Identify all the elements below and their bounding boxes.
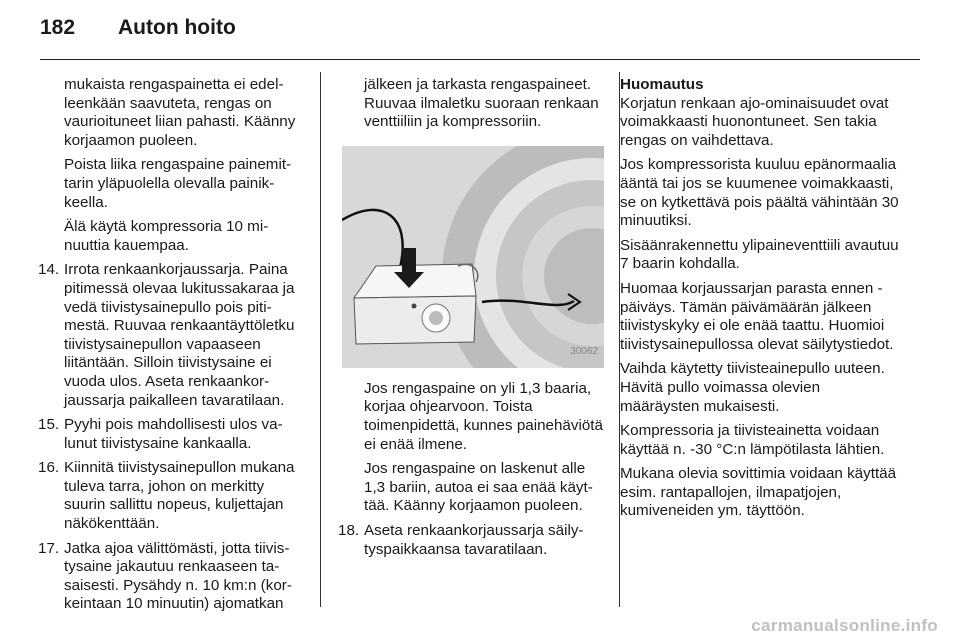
note-title: Huomautus [620, 76, 704, 93]
list-item-text: Pyyhi pois mahdollisesti ulos valunut tiivistysaine kankaalla. [64, 416, 283, 452]
paragraph: Sisäänrakennettu ylipaineventtiili avautuu 7 baarin kohdalla. [620, 236, 899, 273]
paragraph: Jos kompressorista kuuluu epänormaalia ääntä tai jos se kuumenee voimakkaasti, se on kytkettävä pois päältä vähintään 30 minuutiksi. [620, 156, 899, 230]
column-3 [620, 76, 902, 527]
paragraph: Älä käytä kompressoria 10 minuuttia kauempaa. [64, 218, 269, 254]
list-item-number: 14. [38, 261, 60, 279]
list-item-number: 17. [38, 539, 60, 557]
column-divider-1 [320, 72, 321, 607]
note-block [620, 76, 902, 150]
compressor-drawing [342, 146, 604, 368]
list-item [38, 459, 304, 533]
page-title: Auton hoito [118, 16, 236, 39]
column-1 [38, 76, 304, 620]
column-2 [338, 76, 608, 565]
list-item-number: 18. [338, 521, 360, 539]
watermark: carmanualsonline.info [751, 616, 938, 635]
list-item [38, 540, 304, 614]
list-item-text: Jatka ajoa välittömästi, jotta tiivistysaine jakautuu renkaaseen tasaisesti. Pysähdy n. 10 km:n (korkeintaan 10 minuutin) ajomatkan [64, 539, 292, 613]
page-number: 182 [40, 16, 76, 39]
paragraph: Jos rengaspaine on yli 1,3 baaria, korjaa ohjearvoon. Toista toimenpidettä, kunnes painehäviötä ei enää ilmene. [364, 379, 603, 453]
paragraph: Vaihda käytetty tiivisteainepullo uuteen. Hävitä pullo voimassa olevien määräysten mukaisesti. [620, 360, 885, 415]
compressor-illustration [342, 146, 604, 368]
list-item [38, 416, 304, 453]
note-text: Korjatun renkaan ajo-ominaisuudet ovat voimakkaasti huonontuneet. Sen takia rengas on vaihdettava. [620, 94, 889, 149]
paragraph: mukaista rengaspainetta ei edelleenkään saavuteta, rengas on vaurioituneet liian pahasti. Käänny korjaamon puoleen. [64, 76, 296, 149]
figure-code: 30062 [570, 346, 598, 358]
list-item [38, 261, 304, 410]
paragraph: Poista liika rengaspaine painemittarin yläpuolella olevalla painikkeella. [64, 156, 292, 211]
paragraph: Jos rengaspaine on laskenut alle 1,3 bariin, autoa ei saa enää käyttää. Käänny korjaamon puoleen. [364, 460, 593, 515]
list-item-number: 15. [38, 416, 60, 434]
paragraph: Mukana olevia sovittimia voidaan käyttää esim. rantapallojen, ilmapatjojen, kumiveneiden ym. täyttöön. [620, 465, 897, 520]
paragraph: Kompressoria ja tiivisteainetta voidaan käyttää n. -30 °C:n lämpötilasta lähtien. [620, 422, 885, 458]
list-item-text: Kiinnitä tiivistysainepullon mukana tuleva tarra, johon on merkitty suurin sallittu nopeus, kuljettajan näkökenttään. [64, 459, 295, 533]
paragraph: jälkeen ja tarkasta rengaspaineet. Ruuvaa ilmaletku suoraan renkaan venttiiliin ja kompressoriin. [364, 76, 599, 131]
paragraph: Huomaa korjaussarjan parasta ennen -päiväys. Tämän päivämäärän jälkeen tiivistyskyky ei ole enää taattu. Huomioi tiivistysainepullossa olevat säilytystiedot. [620, 279, 894, 353]
list-item-text: Irrota renkaankorjaussarja. Paina pitimessä olevaa lukitussakaraa ja vedä tiivistysainepullo pois pitimestä. Ruuvaa renkaantäyttöletku tiivistysainepullon vapaaseen liitäntään. Silloin tiivistysaine ei vuoda ulos. Aseta renkaankorjaussarja paikalleen tavaratilaan. [64, 261, 295, 409]
list-item [338, 522, 608, 559]
header-rule [40, 59, 920, 60]
list-item-text: Aseta renkaankorjaussarja säilytyspaikkaansa tavaratilaan. [364, 521, 584, 558]
list-item-number: 16. [38, 459, 60, 477]
